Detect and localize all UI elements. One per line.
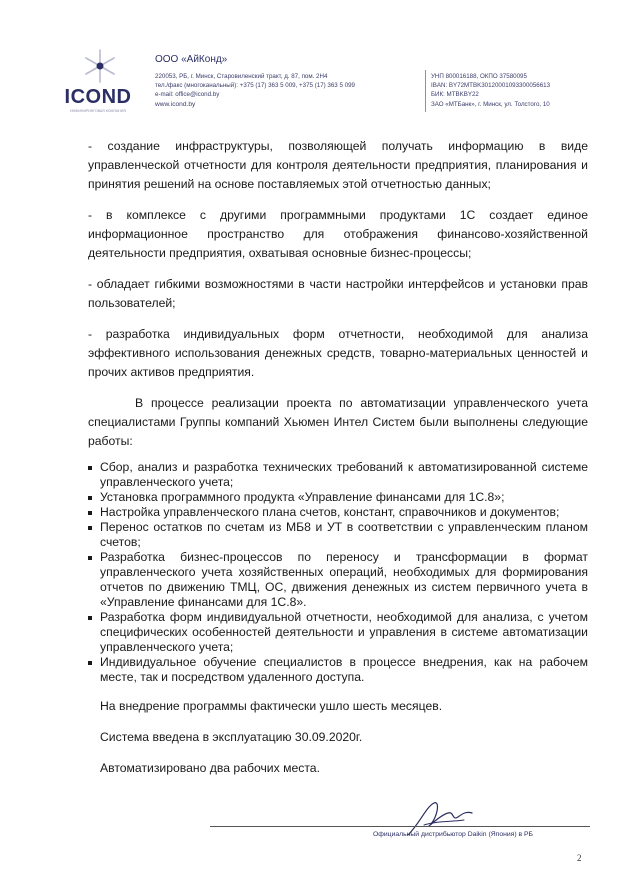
list-item: Перенос остатков по счетам из МБ8 и УТ в соответствии с управленческим планом счетов; (88, 520, 588, 550)
letterhead (0, 0, 620, 128)
company-email: e-mail: office@icond.by (155, 91, 220, 99)
dash-paragraph: - в комплексе с другими программными продуктами 1С создает единое информационное пространство для отображения финансово-хозяйственной деятельности предприятия, охватывая основные бизнес-процессы; (88, 208, 588, 260)
bank-line: УНП 800016188, ОКПО 37580095 (431, 73, 527, 80)
works-list (88, 460, 588, 685)
logo-wordmark: ICOND (64, 86, 132, 108)
signature-line (210, 826, 590, 827)
list-item: Установка программного продукта «Управление финансами для 1С.8»; (88, 490, 588, 505)
list-item: Разработка форм индивидуальной отчетности, необходимой для анализа, с учетом специфических особенностей деятельности и управления в системе автоматизации управленческого учета; (88, 610, 588, 655)
closing-line: Автоматизировано два рабочих места. (100, 761, 320, 775)
page-number: 2 (577, 853, 582, 863)
company-logo (58, 46, 138, 116)
contact-block (155, 72, 355, 109)
dash-paragraph: - обладает гибкими возможностями в части настройки интерфейсов и установки прав пользователей; (88, 277, 588, 310)
bank-line: IBAN: BY72MTBK30120001093300056613 (431, 82, 551, 90)
list-item: Разработка бизнес-процессов по переносу и трансформации в формат управленческого учета хозяйственных операций, необходимых для формирования отчетов по движению ТМЦ, ОС, движения денежных из систем первичного учета в «Управление финансами для 1С.8». (88, 550, 588, 610)
snowflake-logo-icon (80, 46, 120, 86)
logo-tagline: ИНЖИНИРИНГОВАЯ КОМПАНИЯ (70, 109, 126, 113)
letterhead-divider (425, 70, 426, 112)
list-item: Настройка управленческого плана счетов, констант, справочников и документов; (88, 505, 588, 520)
company-name: ООО «АйКонд» (155, 54, 228, 65)
closing-line: На внедрение программы фактически ушло шесть месяцев. (100, 699, 443, 713)
dash-paragraph: - разработка индивидуальных форм отчетности, необходимой для анализа эффективного использования денежных средств, товарно-материальных ценностей и прочих активов предприятия. (88, 327, 588, 379)
closing-line: Система введена в эксплуатацию 30.09.2020г. (100, 730, 363, 744)
company-website: www.icond.by (155, 100, 196, 108)
list-item: Индивидуальное обучение специалистов в процессе внедрения, как на рабочем месте, так и посредством удаленного доступа. (88, 655, 588, 685)
bank-details (431, 72, 550, 109)
intro-paragraph: В процессе реализации проекта по автоматизации управленческого учета специалистами Группы компаний Хьюмен Интел Систем были выполнены следующие работы: (88, 396, 588, 448)
bank-line: БИК: MTBKBY22 (431, 91, 479, 99)
company-address: 220053, РБ, г. Минск, Старовиленский тракт, д. 87, пом. 2Н4 (155, 73, 328, 80)
dash-paragraph: - создание инфраструктуры, позволяющей получать информацию в виде управленческой отчетности для контроля деятельности предприятия, планирования и принятия решений на основе поставляемых этой отчетностью данных; (88, 139, 588, 191)
list-item: Сбор, анализ и разработка технических требований к автоматизированной системе управленческого учета; (88, 460, 588, 490)
letter-body (88, 137, 588, 776)
company-phone: тел./факс (многоканальный): +375 (17) 363 5 009, +375 (17) 363 5 099 (155, 82, 355, 90)
bank-line: ЗАО «МТБанк», г. Минск, ул. Толстого, 10 (431, 100, 550, 108)
distributor-note: Официальный дистрибьютор Daikin (Япония) в РБ (373, 831, 533, 838)
